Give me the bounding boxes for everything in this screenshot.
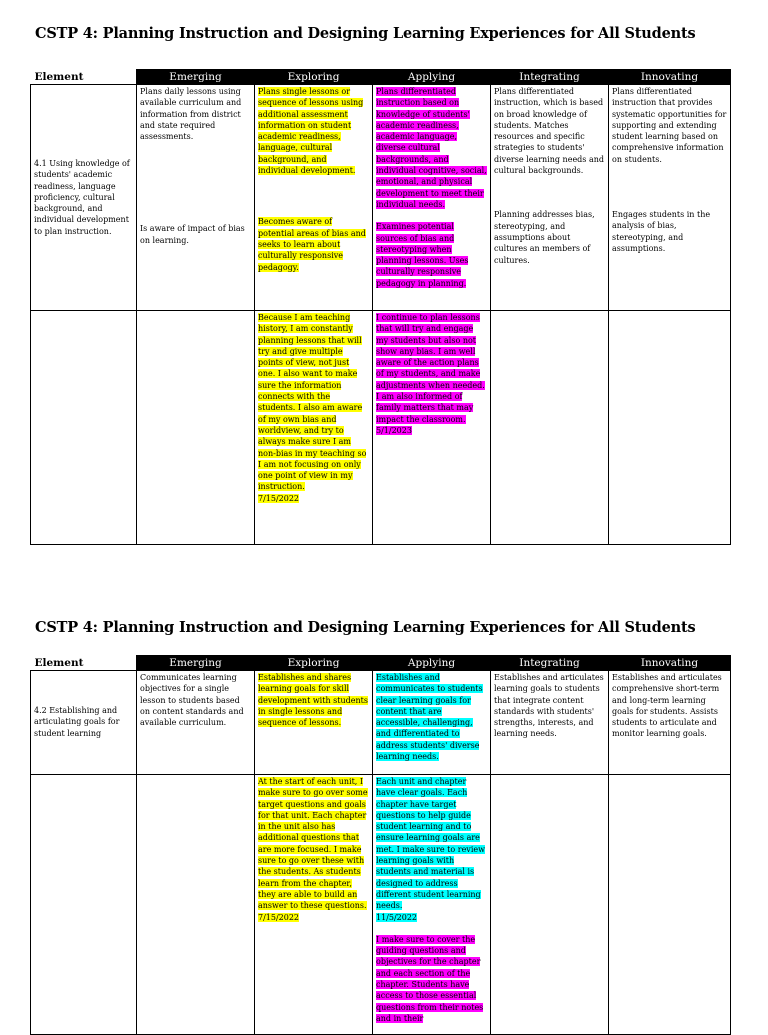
emerging-evidence-cell [137, 311, 255, 545]
innovating-cell: Plans differentiated instruction that provides systematic opportunities for supporting and extending student learning based on comprehensive information on students. Engages students in the analysis of bias, stereotyping, and assumptions. [609, 85, 731, 311]
cstp-table-4-2 [30, 655, 731, 1035]
level-header-exploring: Exploring [255, 656, 373, 671]
emerging-evidence-cell [137, 775, 255, 1035]
element-header: Element [34, 656, 84, 669]
element-cell: 4.1 Using knowledge of students' academic readiness, language proficiency, cultural background, and individual development to plan instruction. [31, 85, 137, 311]
integrating-evidence-cell [491, 775, 609, 1035]
exploring-cell: Plans single lessons or sequence of lessons using additional assessment information on student academic readiness, language, cultural background, and individual development. Becomes aware of potential areas of bias and seeks to learn about culturally responsive pedagogy. [255, 85, 373, 311]
integrating-evidence-cell [491, 311, 609, 545]
level-header-integrating: Integrating [491, 656, 609, 671]
level-header-innovating: Innovating [609, 656, 731, 671]
element-cell: 4.2 Establishing and articulating goals for student learning [31, 671, 137, 775]
table-header-row [31, 70, 731, 85]
cstp-table-4-1 [30, 69, 731, 545]
applying-evidence-cell: Each unit and chapter have clear goals. Each chapter have target questions to help guide student learning and to ensure learning goals are met. I make sure to review learning goals with students and material is designed to address different student learning needs. 11/5/2022 I make sure to cover the guiding questions and objectives for the chapter and each section of the chapter. Students have access to those essential questions from their notes and in their [373, 775, 491, 1035]
level-header-innovating: Innovating [609, 70, 731, 85]
applying-cell: Plans differentiated instruction based on knowledge of students' academic readiness, academic language, diverse cultural backgrounds, and individual cognitive, social, emotional, and physical development to meet their individual needs. Examines potential sources of bias and stereotyping when planning lessons. Uses culturally responsive pedagogy in planning. [373, 85, 491, 311]
applying-evidence-cell: I continue to plan lessons that will try and engage my students but also not show any bias. I am well aware of the action plans of my students, and make adjustments when needed. I am also informed of family matters that may impact the classroom. 5/1/2023 [373, 311, 491, 545]
element-cell-empty [31, 775, 137, 1035]
page-title-1: CSTP 4: Planning Instruction and Designing Learning Experiences for All Students [35, 25, 696, 42]
table-row [31, 311, 731, 545]
table-row [31, 775, 731, 1035]
level-header-emerging: Emerging [137, 70, 255, 85]
table-row [31, 671, 731, 775]
table-row [31, 85, 731, 311]
level-header-integrating: Integrating [491, 70, 609, 85]
integrating-cell: Plans differentiated instruction, which is based on broad knowledge of students. Matches resources and specific strategies to students' diverse learning needs and cultural backgrounds. Planning addresses bias, stereotyping, and assumptions about cultures an members of cultures. [491, 85, 609, 311]
level-header-applying: Applying [373, 656, 491, 671]
innovating-cell: Establishes and articulates comprehensive short-term and long-term learning goals for students. Assists students to articulate and monitor learning goals. [609, 671, 731, 775]
level-header-emerging: Emerging [137, 656, 255, 671]
exploring-cell: Establishes and shares learning goals for skill development with students in single lessons and sequence of lessons. [255, 671, 373, 775]
level-header-applying: Applying [373, 70, 491, 85]
element-header: Element [34, 70, 84, 83]
element-cell-empty [31, 311, 137, 545]
emerging-cell: Plans daily lessons using available curriculum and information from district and state required assessments. Is aware of impact of bias on learning. [137, 85, 255, 311]
page-title-2: CSTP 4: Planning Instruction and Designing Learning Experiences for All Students [35, 619, 696, 636]
innovating-evidence-cell [609, 775, 731, 1035]
exploring-evidence-cell: Because I am teaching history, I am constantly planning lessons that will try and give multiple points of view, not just one. I also want to make sure the information connects with the students. I also am aware of my own bias and worldview, and try to always make sure I am non-bias in my teaching so I am not focusing on only one point of view in my instruction. 7/15/2022 [255, 311, 373, 545]
level-header-exploring: Exploring [255, 70, 373, 85]
table-header-row [31, 656, 731, 671]
applying-cell: Establishes and communicates to students clear learning goals for content that are accessible, challenging, and differentiated to address students' diverse learning needs. [373, 671, 491, 775]
exploring-evidence-cell: At the start of each unit, I make sure to go over some target questions and goals for that unit. Each chapter in the unit also has additional questions that are more focused. I make sure to go over these with the students. As students learn from the chapter, they are able to build an answer to these questions. 7/15/2022 [255, 775, 373, 1035]
innovating-evidence-cell [609, 311, 731, 545]
integrating-cell: Establishes and articulates learning goals to students that integrate content standards with students' strengths, interests, and learning needs. [491, 671, 609, 775]
emerging-cell: Communicates learning objectives for a single lesson to students based on content standards and available curriculum. [137, 671, 255, 775]
